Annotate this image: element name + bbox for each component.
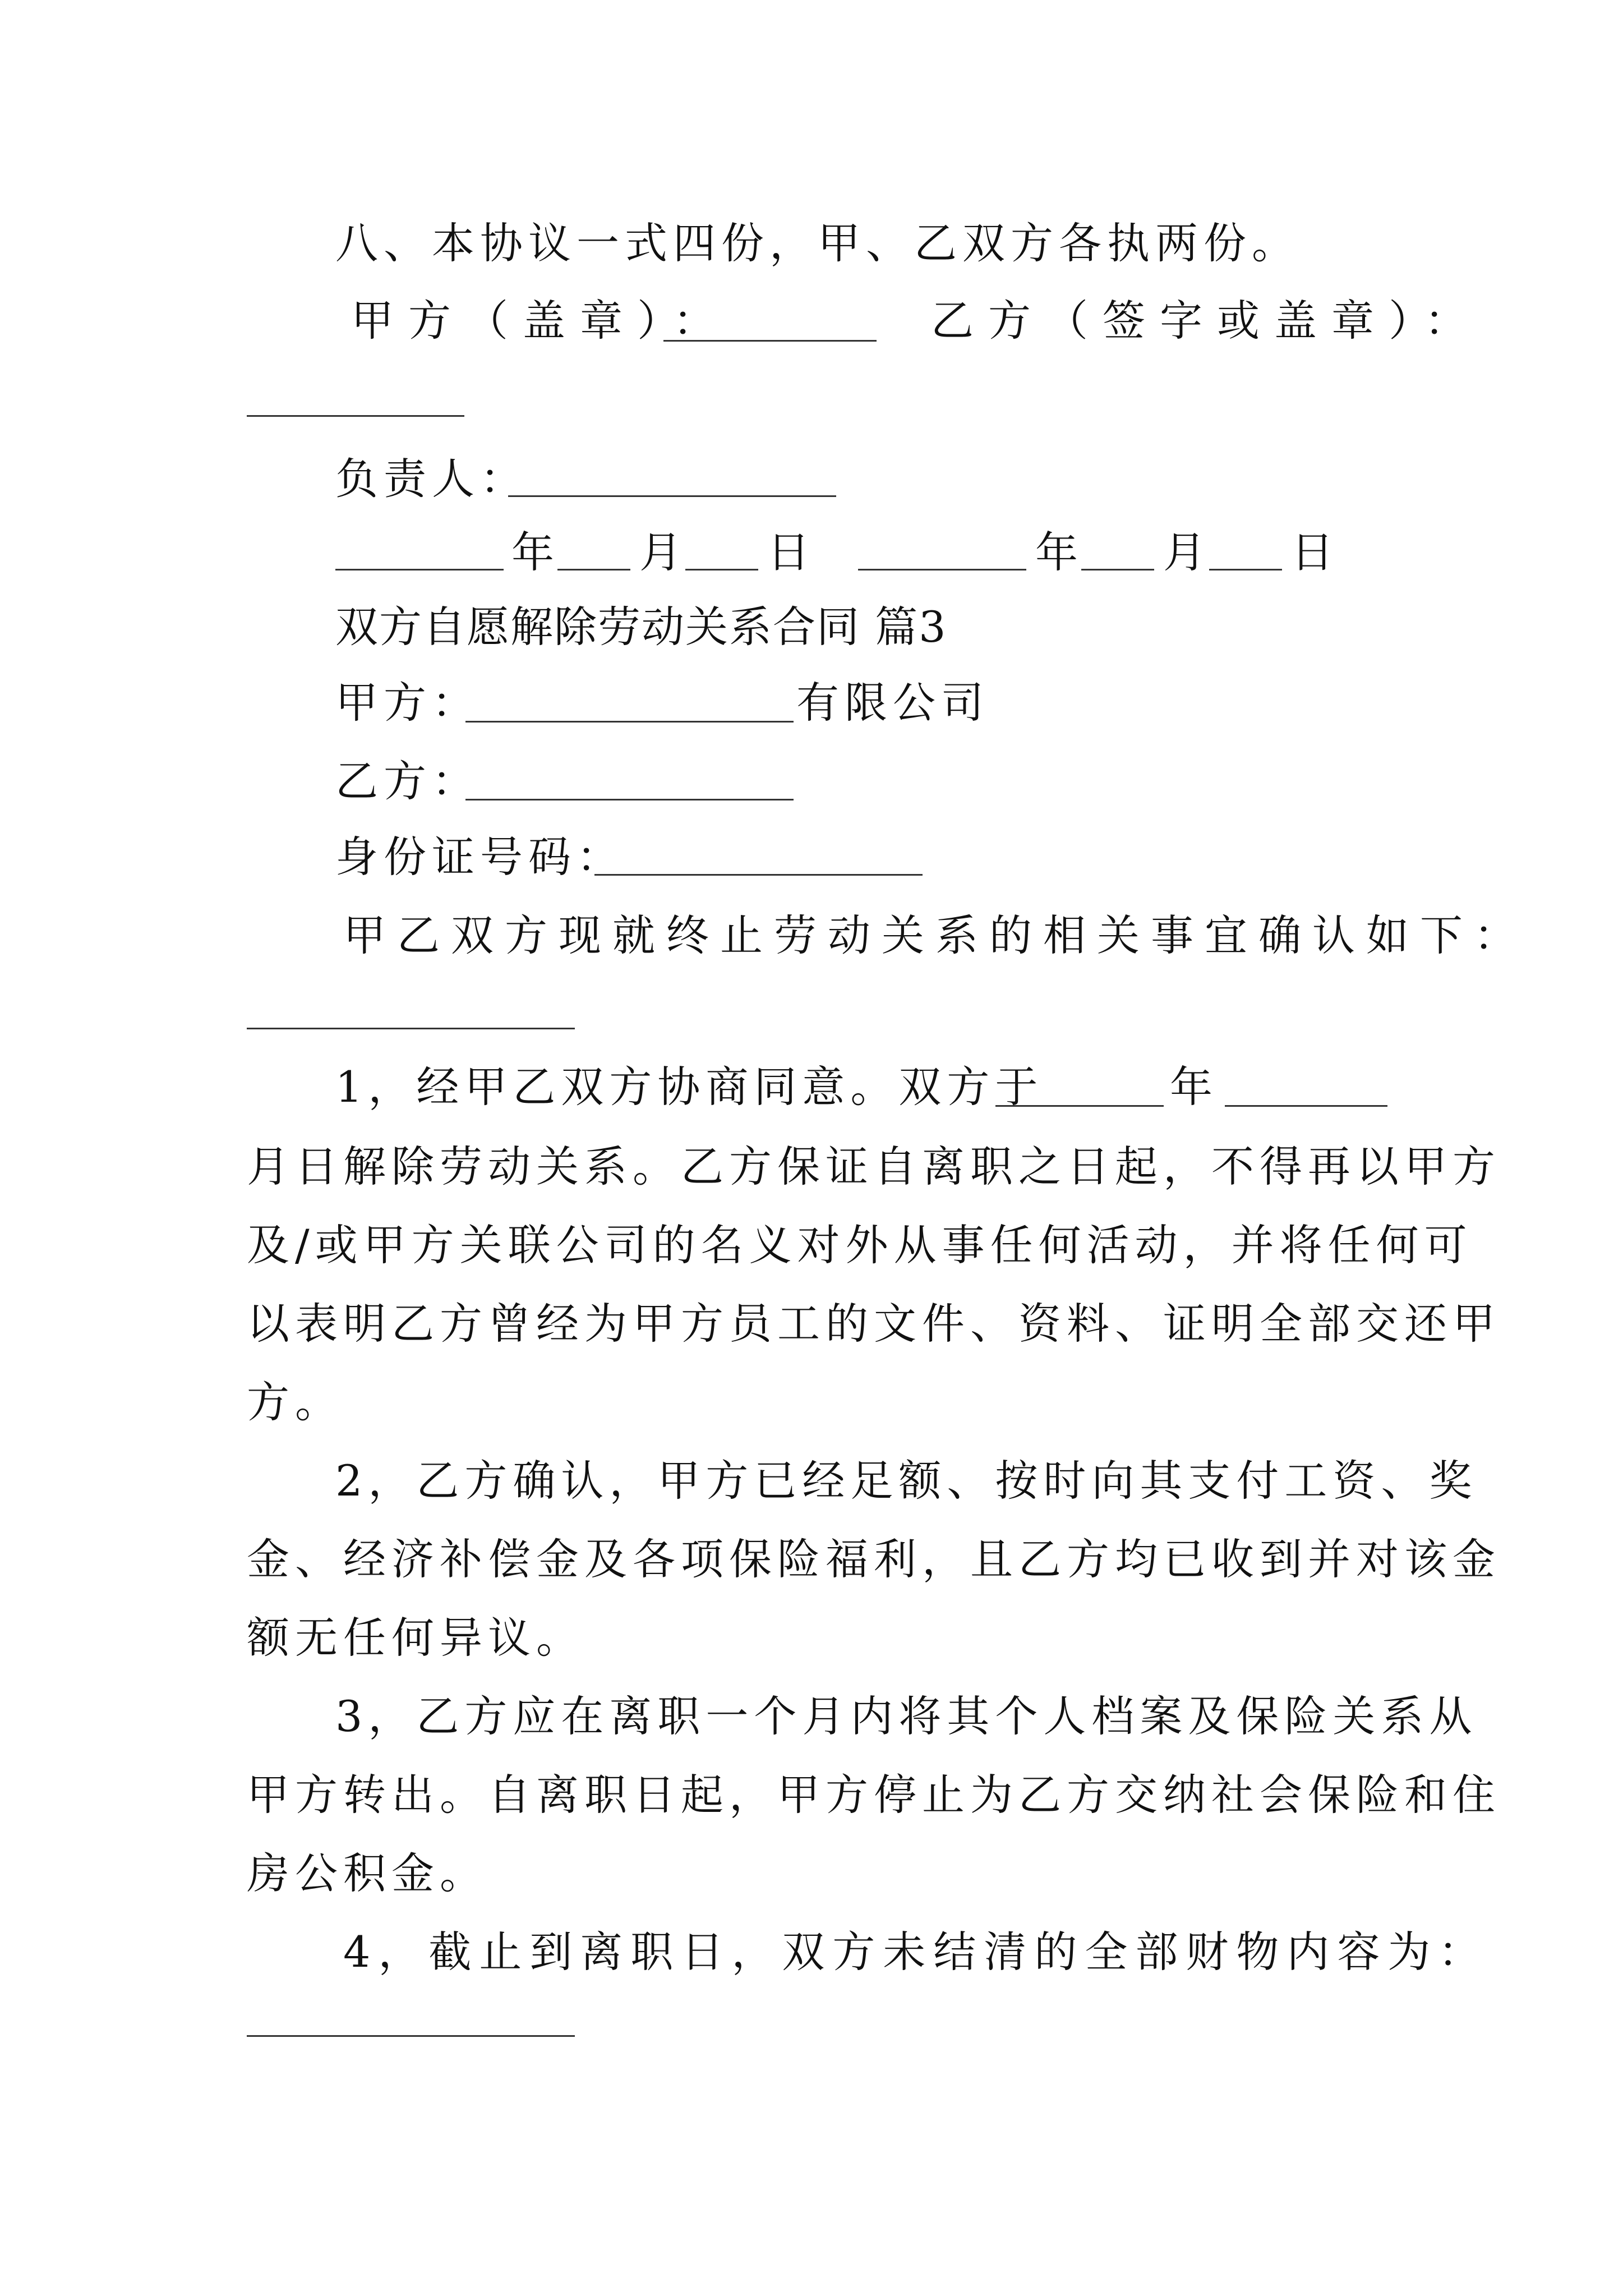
date-b-year-unit: 年 [1035, 527, 1078, 577]
date-b-day-blank [1209, 569, 1282, 570]
date-a-year-blank [335, 569, 504, 570]
party-b-label: 乙方： [335, 756, 480, 806]
party-a-suffix: 有限公司 [796, 678, 989, 728]
date-b-year-blank [858, 569, 1026, 570]
intro-blank [247, 1028, 575, 1029]
clause-3-line-2: 甲方转出。自离职日起，甲方停止为乙方交纳社会保险和住 [247, 1770, 1501, 1820]
clause-2-line-1: 2，乙方确认，甲方已经足额、按时向其支付工资、奖 [335, 1456, 1478, 1506]
clause-2-line-2: 金、经济补偿金及各项保险福利，且乙方均已收到并对该金 [247, 1534, 1501, 1584]
clause-2-line-3: 额无任何异议。 [247, 1613, 584, 1663]
party-b-sign-label: 乙方（签字或盖章）： [931, 296, 1482, 346]
date-a-year-unit: 年 [511, 527, 554, 577]
clause-3-line-1: 3，乙方应在离职一个月内将其个人档案及保险关系从 [335, 1691, 1478, 1741]
clause-1-line-5: 方。 [247, 1377, 343, 1427]
date-a-month-unit: 月 [639, 527, 682, 577]
clause-1-line-3: 及/或甲方关联公司的名义对外从事任何活动，并将任何可 [247, 1220, 1473, 1270]
clause-4-line-1: 4，截止到离职日，双方未结清的全部财物内容为： [343, 1927, 1489, 1977]
party-a-name-blank [465, 721, 794, 723]
person-in-charge-blank [508, 495, 836, 497]
date-b-day-unit: 日 [1291, 527, 1334, 577]
date-b-month-blank [1081, 569, 1154, 570]
person-in-charge-label: 负责人： [335, 454, 528, 504]
date-a-day-unit: 日 [767, 527, 810, 577]
id-number-blank [594, 874, 923, 876]
clause-1-year-unit: 年 [1170, 1062, 1212, 1112]
party-a-seal-label: 甲方（盖章）： [351, 296, 730, 346]
id-number-label: 身份证号码： [335, 832, 625, 882]
clause-1-year-blank [995, 1105, 1164, 1107]
clause-1-line-4: 以表明乙方曾经为甲方员工的文件、资料、证明全部交还甲 [247, 1299, 1501, 1349]
clause-1-month-blank [1225, 1105, 1387, 1107]
clause-3-line-3: 房公积金。 [247, 1848, 488, 1898]
intro-text: 甲乙双方现就终止劳动关系的相关事宜确认如下： [343, 910, 1528, 960]
party-b-sign-blank [247, 415, 464, 417]
party-a-label: 甲方： [335, 678, 480, 728]
clause-1-line-2: 月日解除劳动关系。乙方保证自离职之日起，不得再以甲方 [247, 1142, 1501, 1191]
clause-1-line-1: 1，经甲乙双方协商同意。双方于 [335, 1062, 1044, 1112]
date-a-day-blank [685, 569, 758, 570]
section-title: 双方自愿解除劳动关系合同 篇3 [335, 602, 947, 652]
party-a-seal-blank [663, 340, 877, 342]
clause-4-blank [247, 2035, 575, 2037]
party-b-name-blank [465, 799, 794, 800]
date-a-month-blank [557, 569, 630, 570]
date-b-month-unit: 月 [1163, 527, 1206, 577]
clause-8: 八、本协议一式四份，甲、乙双方各执两份。 [335, 218, 1300, 268]
